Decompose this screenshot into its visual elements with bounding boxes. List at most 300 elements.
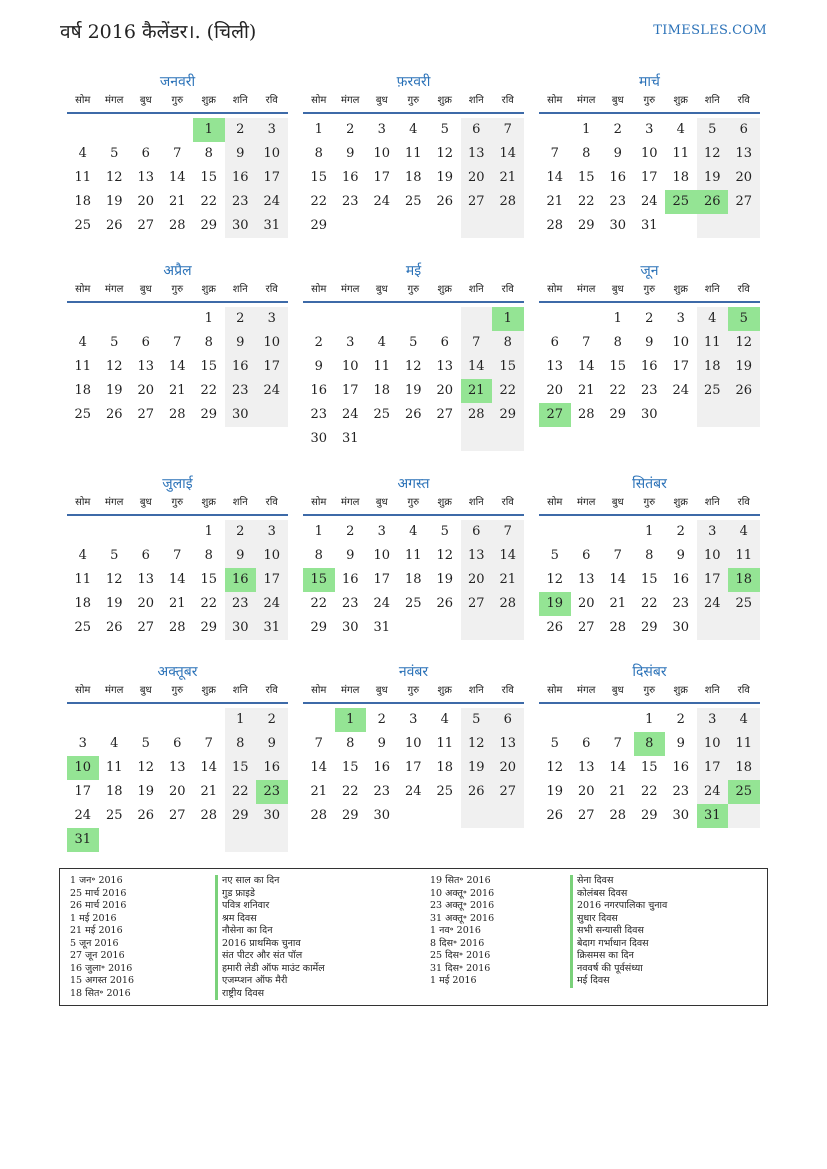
weekday-label: शनि	[232, 497, 248, 508]
day-cell: 21	[609, 784, 627, 799]
weekday-label: रवि	[265, 685, 278, 696]
day-cell: 20	[546, 383, 564, 398]
day-cell: 26	[546, 620, 564, 635]
legend-holiday-name: 2016 प्राथमिक चुनाव	[215, 938, 325, 951]
holiday-day-cell: 25	[728, 780, 760, 804]
day-cell: 23	[609, 194, 627, 209]
day-cell: 2	[676, 712, 685, 727]
weekend-shade	[461, 214, 493, 238]
month-name: मार्च	[639, 74, 660, 90]
day-cell: 3	[377, 524, 386, 539]
day-cell: 9	[377, 736, 386, 751]
weekday-label: शुक्र	[437, 497, 452, 508]
day-cell: 7	[613, 548, 622, 563]
day-cell: 27	[137, 218, 155, 233]
weekday-label: गुरु	[643, 95, 656, 106]
day-cell: 12	[436, 548, 454, 563]
month-name: जून	[640, 263, 659, 279]
weekday-label: शनि	[232, 284, 248, 295]
day-cell: 7	[492, 118, 524, 142]
day-cell: 11	[74, 572, 92, 587]
weekday-label: मंगल	[341, 497, 360, 508]
day-cell: 7	[582, 335, 591, 350]
day-cell: 19	[546, 784, 564, 799]
day-cell: 11	[436, 736, 454, 751]
day-cell: 6	[141, 548, 150, 563]
weekday-label: रवि	[737, 284, 750, 295]
day-cell: 14	[461, 355, 493, 379]
month-name: मई	[405, 263, 422, 279]
day-cell: 13	[728, 142, 760, 166]
day-cell: 25	[404, 596, 422, 611]
day-cell: 10	[341, 359, 359, 374]
day-cell: 25	[728, 592, 760, 616]
day-cell: 27	[492, 780, 524, 804]
day-cell: 8	[613, 335, 622, 350]
day-cell: 11	[728, 544, 760, 568]
day-cell: 9	[225, 331, 257, 355]
weekday-label: शुक्र	[673, 497, 688, 508]
day-cell: 19	[105, 383, 123, 398]
day-cell: 21	[200, 784, 218, 799]
weekday-label: गुरु	[407, 95, 420, 106]
day-cell: 17	[256, 166, 288, 190]
weekday-label: रवि	[737, 95, 750, 106]
day-cell: 28	[168, 620, 186, 635]
day-cell: 24	[341, 407, 359, 422]
day-cell: 16	[640, 359, 658, 374]
day-cell: 21	[168, 596, 186, 611]
month-block	[303, 474, 524, 640]
day-cell: 5	[550, 548, 559, 563]
weekend-shade	[728, 804, 760, 828]
legend-date: 1 जन॰ 2016	[70, 875, 123, 886]
legend-date: 26 मार्च 2016	[70, 900, 127, 911]
holiday-day-cell: 8	[634, 732, 666, 756]
day-cell: 11	[404, 548, 422, 563]
day-cell: 3	[377, 122, 386, 137]
day-cell: 8	[314, 146, 323, 161]
day-cell: 23	[341, 194, 359, 209]
month-name: नवंबर	[398, 664, 429, 680]
day-cell: 4	[440, 712, 449, 727]
day-cell: 14	[168, 359, 186, 374]
day-cell: 2	[225, 520, 257, 544]
legend-date: 25 मार्च 2016	[70, 887, 127, 899]
day-cell: 13	[577, 760, 595, 775]
day-cell: 11	[373, 359, 391, 374]
day-cell: 3	[645, 122, 654, 137]
day-cell: 7	[173, 335, 182, 350]
holiday-day-cell: 23	[256, 780, 288, 804]
weekday-label: बुध	[611, 497, 624, 508]
month-block	[539, 474, 760, 640]
day-cell: 28	[168, 218, 186, 233]
month-name: अप्रैल	[163, 263, 192, 279]
day-cell: 12	[546, 760, 564, 775]
day-grid	[539, 303, 760, 427]
legend-holiday-name: सभी सन्यासी दिवस	[570, 925, 667, 938]
day-cell: 13	[137, 170, 155, 185]
weekday-label: सोम	[311, 95, 327, 106]
month-block	[67, 662, 288, 852]
weekday-label: शनि	[704, 95, 720, 106]
legend-date: 10 अक्तू॰ 2016	[430, 887, 495, 899]
day-cell: 29	[577, 218, 595, 233]
day-cell: 4	[110, 736, 119, 751]
legend-holiday-name: श्रम दिवस	[215, 913, 325, 926]
day-cell: 22	[225, 780, 257, 804]
day-cell: 20	[137, 596, 155, 611]
weekday-label: रवि	[265, 284, 278, 295]
day-cell: 16	[225, 355, 257, 379]
day-cell: 7	[492, 520, 524, 544]
legend-date: 23 अक्तू॰ 2016	[430, 900, 495, 911]
legend-holiday-name: कोलंबस दिवस	[570, 888, 667, 901]
weekday-label: बुध	[375, 95, 388, 106]
month-block	[67, 474, 288, 640]
day-grid	[67, 303, 288, 427]
day-grid	[539, 516, 760, 640]
legend-date: 5 जून 2016	[70, 937, 119, 949]
day-cell: 4	[78, 335, 87, 350]
legend-date: 21 मई 2016	[70, 925, 123, 936]
month-name: अक्तूबर	[157, 664, 198, 680]
day-cell: 29	[492, 403, 524, 427]
day-cell: 26	[105, 407, 123, 422]
legend-holiday-name: एजम्प्शन ऑफ मैरी	[215, 975, 325, 988]
day-cell: 15	[225, 756, 257, 780]
month-block	[67, 261, 288, 427]
day-cell: 6	[173, 736, 182, 751]
weekend-shade	[461, 616, 493, 640]
day-cell: 12	[461, 732, 493, 756]
day-grid	[303, 704, 524, 828]
day-cell: 9	[225, 142, 257, 166]
day-cell: 20	[461, 166, 493, 190]
day-cell: 19	[404, 383, 422, 398]
day-cell: 2	[256, 708, 288, 732]
day-cell: 17	[697, 568, 729, 592]
day-cell: 8	[204, 146, 213, 161]
day-cell: 27	[577, 808, 595, 823]
day-cell: 3	[256, 118, 288, 142]
day-cell: 26	[404, 407, 422, 422]
holiday-day-cell: 10	[67, 756, 99, 780]
page-title: वर्ष 2016 कैलेंडर।. (चिली)	[60, 21, 257, 43]
day-cell: 12	[436, 146, 454, 161]
weekday-label: रवि	[737, 497, 750, 508]
day-cell: 17	[373, 170, 391, 185]
day-cell: 14	[609, 572, 627, 587]
day-cell: 7	[173, 146, 182, 161]
day-cell: 18	[74, 383, 92, 398]
day-cell: 17	[404, 760, 422, 775]
weekend-shade	[492, 616, 524, 640]
weekday-label: रवि	[265, 95, 278, 106]
day-cell: 9	[314, 359, 323, 374]
day-cell: 26	[436, 194, 454, 209]
day-cell: 2	[314, 335, 323, 350]
weekday-label: शनि	[232, 95, 248, 106]
holiday-day-cell: 25	[665, 190, 697, 214]
weekday-label: शनि	[468, 284, 484, 295]
weekday-label: शनि	[468, 685, 484, 696]
legend-holiday-name: नए साल का दिन	[215, 875, 325, 888]
day-cell: 22	[200, 194, 218, 209]
legend-dates-left	[70, 875, 134, 1000]
weekday-label: सोम	[311, 497, 327, 508]
day-cell: 8	[204, 548, 213, 563]
day-cell: 18	[436, 760, 454, 775]
day-cell: 8	[314, 548, 323, 563]
day-cell: 1	[314, 122, 323, 137]
day-cell: 29	[640, 808, 658, 823]
day-cell: 1	[314, 524, 323, 539]
day-cell: 12	[404, 359, 422, 374]
weekend-shade	[697, 403, 729, 427]
weekend-shade	[728, 214, 760, 238]
day-cell: 18	[404, 572, 422, 587]
day-cell: 2	[346, 524, 355, 539]
day-cell: 14	[168, 572, 186, 587]
day-cell: 22	[640, 784, 658, 799]
day-cell: 24	[640, 194, 658, 209]
day-cell: 2	[676, 524, 685, 539]
day-cell: 28	[310, 808, 328, 823]
day-cell: 26	[105, 620, 123, 635]
weekday-label: सोम	[75, 95, 91, 106]
weekday-label: मंगल	[105, 685, 124, 696]
day-cell: 3	[78, 736, 87, 751]
legend-date: 1 नव॰ 2016	[430, 925, 481, 936]
weekday-label: बुध	[375, 497, 388, 508]
site-link[interactable]: TIMESLES.COM	[653, 23, 767, 38]
day-cell: 21	[492, 166, 524, 190]
weekday-header	[303, 92, 524, 114]
weekend-shade	[697, 616, 729, 640]
legend-date: 1 मई 2016	[70, 912, 117, 924]
month-name: फ़रवरी	[396, 74, 431, 90]
day-cell: 4	[728, 520, 760, 544]
day-cell: 15	[200, 170, 218, 185]
day-cell: 13	[461, 544, 493, 568]
weekday-label: सोम	[75, 497, 91, 508]
day-cell: 5	[697, 118, 729, 142]
day-cell: 10	[640, 146, 658, 161]
weekday-label: शनि	[704, 284, 720, 295]
day-cell: 9	[645, 335, 654, 350]
day-cell: 30	[672, 620, 690, 635]
day-cell: 3	[256, 307, 288, 331]
day-cell: 17	[341, 383, 359, 398]
day-cell: 16	[225, 166, 257, 190]
day-cell: 12	[728, 331, 760, 355]
day-cell: 1	[613, 311, 622, 326]
weekday-label: गुरु	[171, 685, 184, 696]
weekday-label: शुक्र	[437, 284, 452, 295]
day-cell: 18	[672, 170, 690, 185]
day-cell: 7	[314, 736, 323, 751]
legend-date: 15 अगस्त 2016	[70, 975, 135, 986]
day-cell: 5	[110, 335, 119, 350]
day-cell: 22	[577, 194, 595, 209]
holiday-day-cell: 21	[461, 379, 493, 403]
weekday-label: गुरु	[407, 497, 420, 508]
weekday-header	[67, 494, 288, 516]
day-cell: 30	[225, 616, 257, 640]
day-cell: 27	[168, 808, 186, 823]
weekday-label: शुक्र	[437, 95, 452, 106]
day-cell: 8	[582, 146, 591, 161]
day-cell: 8	[645, 548, 654, 563]
day-cell: 29	[200, 407, 218, 422]
day-cell: 1	[204, 524, 213, 539]
weekday-label: मंगल	[341, 685, 360, 696]
day-cell: 9	[346, 146, 355, 161]
day-cell: 25	[404, 194, 422, 209]
weekday-label: सोम	[547, 284, 563, 295]
day-cell: 16	[256, 756, 288, 780]
day-cell: 2	[377, 712, 386, 727]
day-cell: 13	[436, 359, 454, 374]
day-cell: 9	[256, 732, 288, 756]
weekday-label: शनि	[468, 95, 484, 106]
day-cell: 24	[74, 808, 92, 823]
legend-holiday-name: पवित्र शनिवार	[215, 900, 325, 913]
day-cell: 17	[373, 572, 391, 587]
holiday-day-cell: 5	[728, 307, 760, 331]
day-cell: 19	[436, 170, 454, 185]
legend-holiday-name: 2016 नगरपालिका चुनाव	[570, 900, 667, 913]
day-cell: 15	[200, 359, 218, 374]
legend-date: 18 सित॰ 2016	[70, 987, 131, 999]
holiday-day-cell: 1	[335, 708, 367, 732]
day-cell: 3	[676, 311, 685, 326]
day-cell: 16	[672, 760, 690, 775]
month-block	[539, 261, 760, 427]
weekday-label: मंगल	[577, 497, 596, 508]
day-cell: 10	[373, 548, 391, 563]
legend-holiday-name: संत पीटर और संत पॉल	[215, 950, 325, 963]
weekday-label: रवि	[265, 497, 278, 508]
day-cell: 12	[105, 359, 123, 374]
weekday-label: शुक्र	[437, 685, 452, 696]
day-cell: 22	[310, 194, 328, 209]
day-cell: 23	[225, 592, 257, 616]
day-cell: 21	[310, 784, 328, 799]
weekend-shade	[461, 804, 493, 828]
legend-holiday-name: गुड फ्राइडे	[215, 888, 325, 901]
day-cell: 22	[640, 596, 658, 611]
holiday-day-cell: 1	[193, 118, 225, 142]
legend-date: 19 सित॰ 2016	[430, 875, 491, 886]
month-block	[67, 72, 288, 238]
day-cell: 10	[697, 544, 729, 568]
day-cell: 14	[492, 142, 524, 166]
weekday-label: सोम	[75, 284, 91, 295]
day-cell: 19	[461, 756, 493, 780]
day-cell: 9	[676, 548, 685, 563]
day-cell: 13	[168, 760, 186, 775]
weekend-shade	[492, 804, 524, 828]
day-cell: 10	[373, 146, 391, 161]
day-cell: 13	[492, 732, 524, 756]
day-cell: 5	[141, 736, 150, 751]
day-cell: 15	[200, 572, 218, 587]
holiday-day-cell: 27	[539, 403, 571, 427]
day-grid	[303, 114, 524, 238]
day-cell: 18	[728, 756, 760, 780]
month-name: दिसंबर	[632, 664, 667, 680]
day-cell: 15	[341, 760, 359, 775]
day-grid	[303, 303, 524, 451]
day-cell: 6	[461, 520, 493, 544]
day-cell: 22	[200, 383, 218, 398]
day-cell: 21	[609, 596, 627, 611]
day-cell: 27	[577, 620, 595, 635]
weekday-label: शुक्र	[201, 284, 216, 295]
weekday-label: शुक्र	[201, 685, 216, 696]
day-cell: 6	[461, 118, 493, 142]
day-cell: 24	[373, 596, 391, 611]
holiday-day-cell: 31	[67, 828, 99, 852]
day-cell: 28	[577, 407, 595, 422]
day-cell: 5	[110, 548, 119, 563]
weekend-shade	[728, 403, 760, 427]
weekday-label: बुध	[611, 95, 624, 106]
day-cell: 3	[697, 708, 729, 732]
weekend-shade	[728, 616, 760, 640]
holiday-day-cell: 1	[492, 307, 524, 331]
day-cell: 18	[105, 784, 123, 799]
weekday-label: गुरु	[643, 284, 656, 295]
day-cell: 1	[225, 708, 257, 732]
weekday-header	[67, 281, 288, 303]
day-cell: 17	[697, 756, 729, 780]
legend-date: 8 दिस॰ 2016	[430, 937, 485, 949]
legend-date: 16 जुला॰ 2016	[70, 962, 133, 974]
day-cell: 5	[409, 335, 418, 350]
day-cell: 6	[141, 146, 150, 161]
day-cell: 4	[697, 307, 729, 331]
day-cell: 20	[137, 194, 155, 209]
weekday-label: शुक्र	[201, 95, 216, 106]
day-cell: 6	[492, 708, 524, 732]
legend-date: 1 मई 2016	[430, 975, 477, 986]
day-cell: 28	[546, 218, 564, 233]
day-cell: 26	[546, 808, 564, 823]
day-cell: 15	[609, 359, 627, 374]
day-cell: 29	[310, 620, 328, 635]
day-cell: 23	[672, 596, 690, 611]
weekday-label: गुरु	[643, 497, 656, 508]
day-cell: 11	[105, 760, 123, 775]
weekday-label: सोम	[547, 497, 563, 508]
weekday-label: गुरु	[171, 284, 184, 295]
day-cell: 7	[550, 146, 559, 161]
day-cell: 15	[310, 170, 328, 185]
holiday-day-cell: 16	[225, 568, 257, 592]
day-cell: 19	[728, 355, 760, 379]
day-cell: 5	[110, 146, 119, 161]
day-cell: 6	[440, 335, 449, 350]
legend-holiday-name: राष्ट्रीय दिवस	[215, 988, 325, 1001]
day-cell: 17	[256, 355, 288, 379]
month-block	[539, 662, 760, 828]
day-cell: 6	[728, 118, 760, 142]
month-name: सितंबर	[632, 476, 667, 492]
